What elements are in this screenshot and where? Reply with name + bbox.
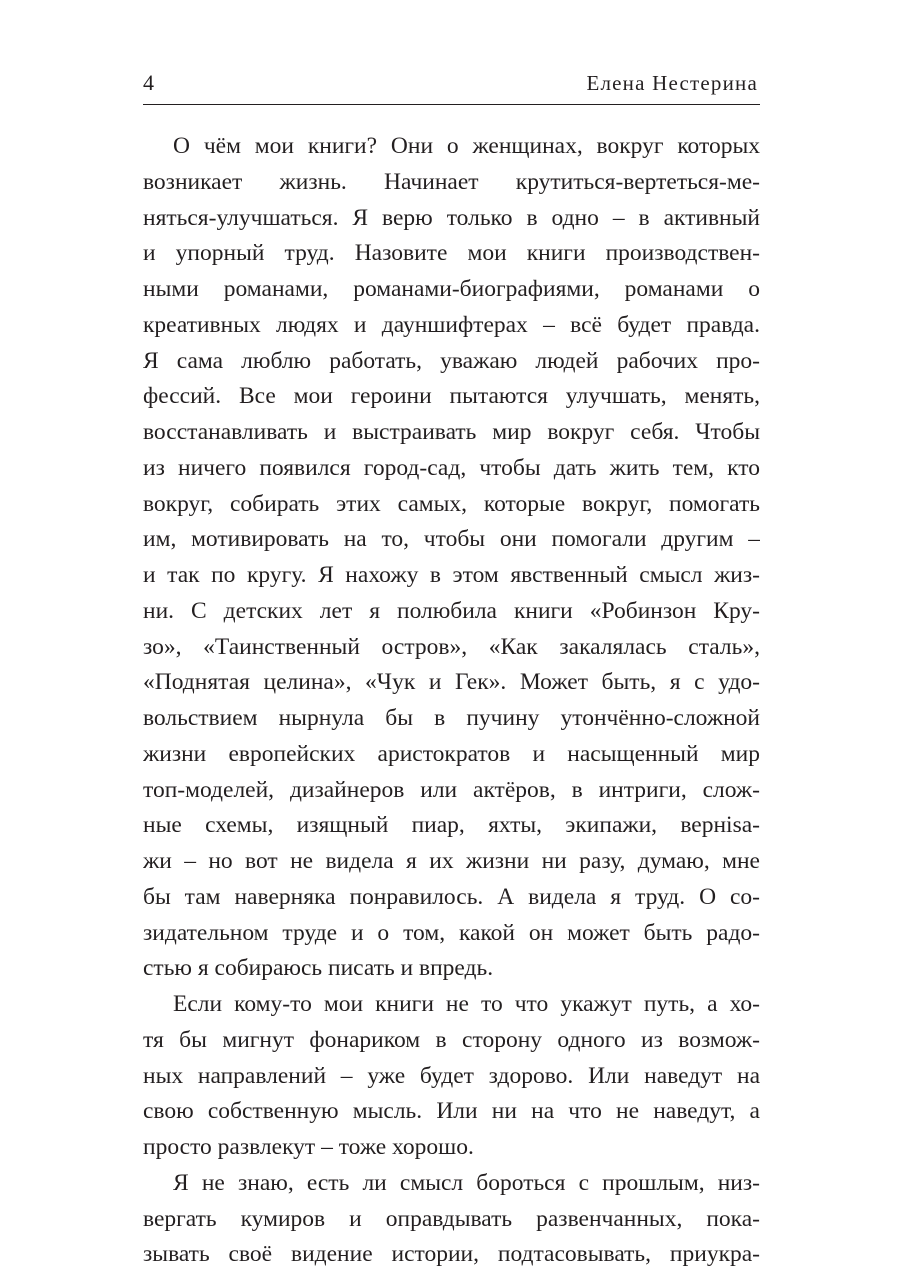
text-line: Я не знаю, есть ли смысл бороться с прошлым, низ- [173,1169,760,1196]
page-number: 4 [143,70,155,95]
paragraph-2 [143,987,760,1166]
author-name: Елена Нестерина [586,71,758,95]
text-line: вольствием нырнула бы в пучину утончённо-сложной [143,705,760,731]
text-line: зидательном труде и о том, какой он может быть радо- [143,919,760,946]
text-line: зывать своё видение истории, подтасовывать, приукра- [143,1241,760,1268]
text-line: фессий. Все мои героини пытаются улучшать, менять, [143,383,760,410]
text-line: креативных людях и дауншифтерах – всё будет правда. [143,311,760,338]
text-line: ными романами, романами-биографиями, романами о [143,276,760,302]
text-line: ни. С детских лет я полюбила книги «Робинзон Кру- [143,597,760,624]
text-line: жи – но вот не видела я их жизни ни разу, думаю, мне [143,848,760,874]
text-line: и так по кругу. Я нахожу в этом явственный смысл жиз- [143,562,760,588]
text-line: свою собственную мысль. Или ни на что не наведут, а [143,1098,760,1125]
paragraph-3 [143,1166,760,1273]
text-line: «Поднятая целина», «Чук и Гек». Может быть, я с удо- [143,669,760,696]
text-line: ных направлений – уже будет здорово. Или наведут на [143,1062,760,1089]
text-line: вокруг, собирать этих самых, которые вокруг, помогать [143,490,760,517]
text-line: стью я собираюсь писать и впредь. [143,955,494,982]
text-line: ные схемы, изящный пиар, яхты, экипажи, вернisa- [143,812,760,839]
running-head [143,70,760,105]
text-line: бы там наверняка понравилось. А видела я труд. О со- [143,883,760,910]
text-line: Я сама люблю работать, уважаю людей рабочих про- [143,347,760,374]
text-line: О чём мои книги? Они о женщинах, вокруг которых [173,133,760,159]
text-line: вергать кумиров и оправдывать развенчанных, пока- [143,1205,760,1232]
text-line: Если кому-то мои книги не то что укажут путь, а хо- [173,991,760,1017]
text-line: им, мотивировать на то, чтобы они помогали другим – [143,526,760,553]
text-line: зо», «Таинственный остров», «Как закалялась сталь», [143,633,760,660]
text-line: просто развлекут – тоже хорошо. [143,1134,474,1160]
text-line: тя бы мигнут фонариком в сторону одного из возмож- [143,1026,760,1053]
text-line: и упорный труд. Назовите мои книги производствен- [143,240,760,267]
text-line: возникает жизнь. Начинает крутиться-вертеться-ме- [143,168,760,195]
paragraph-1 [143,129,760,987]
text-line: жизни европейских аристократов и насыщенный мир [143,740,760,767]
text-line: восстанавливать и выстраивать мир вокруг себя. Чтобы [143,419,760,445]
text-line: няться-улучшаться. Я верю только в одно – в активный [143,204,760,231]
text-line: из ничего появился город-сад, чтобы дать жить тем, кто [143,454,760,481]
text-line: топ-моделей, дизайнеров или актёров, в интриги, слож- [143,776,760,803]
body-text [143,129,760,1273]
